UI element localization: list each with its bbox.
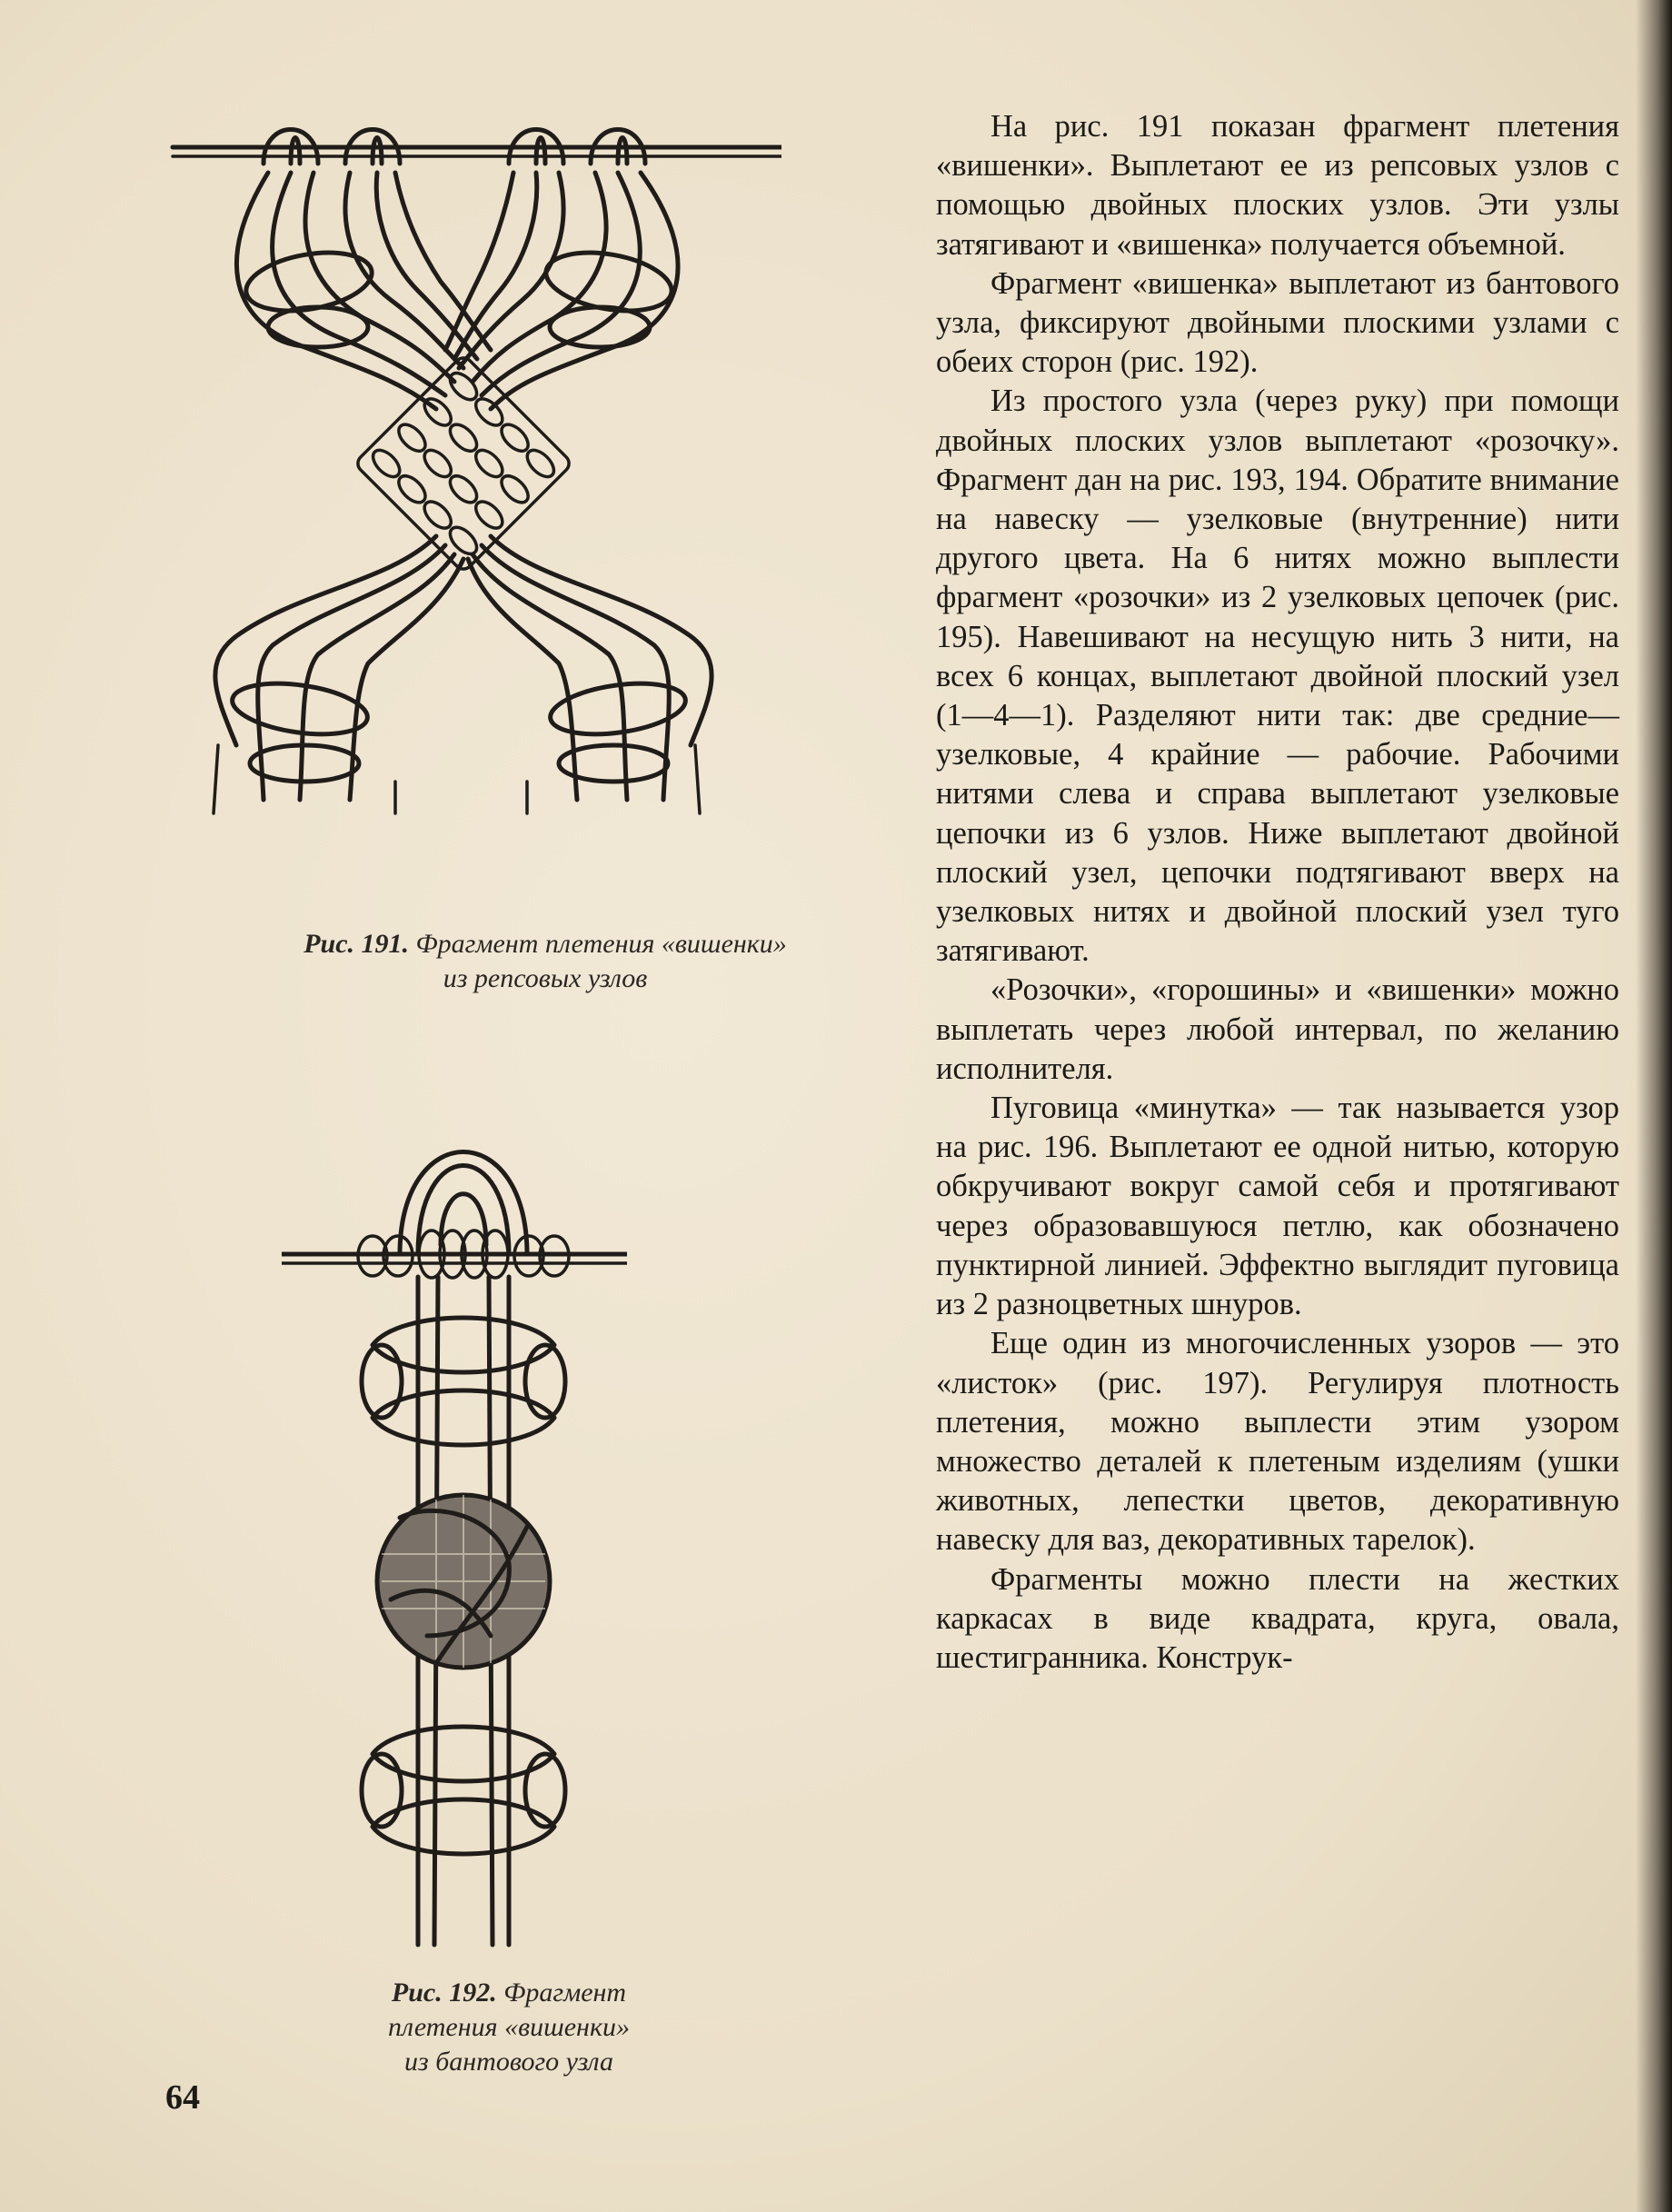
- binding-shadow: [1636, 0, 1672, 2212]
- paragraph: Еще один из многочисленных узоров — это «листок» (рис. 197). Регулируя плотность плетения, можно выплести этим узором множество деталей к плетеным изделиям (ушки животных, лепестки цветов, декоративную навеску для ваз, декоративных тарелок).: [936, 1326, 1619, 1558]
- paragraph: Фрагмент «вишенка» выплетают из бантового узла, фиксируют двойными плоскими узлами с обеих сторон (рис. 192).: [936, 265, 1619, 380]
- paragraph: На рис. 191 показан фрагмент плетения «вишенки». Выплетают ее из репсовых узлов с помощью двойных плоских узлов. Эти узлы затягивают и «вишенка» получается объемной.: [936, 109, 1619, 262]
- figure-191-label: Рис. 191.: [304, 929, 410, 959]
- figure-192-caption-line1: Фрагмент: [503, 1978, 627, 2008]
- paragraph: Из простого узла (через руку) при помощи двойных плоских узлов выплетают «розочку». Фрагмент дан на рис. 193, 194. Обратите внимание на навеску — узелковые (внутренние) нити другого цвета. На 6 нитях можно выплести фрагмент «розочки» из 2 узелковых цепочек (рис. 195). Навешивают на несущую нить 3 нити, на всех 6 концах, выплетают двойной плоский узел (1—4—1). Разделяют нити так: две средние— узелковые, 4 крайние — рабочие. Рабочими нитями слева и справа выплетают узелковые цепочки из 6 узлов. Ниже выплетают двойной плоский узел, цепочки подтягивают вверх на узелковых нитях и двойной плоский узел туго затягивают.: [936, 384, 1619, 969]
- figure-192-label: Рис. 192.: [391, 1978, 497, 2008]
- figure-192-caption-line2: плетения «вишенки»: [388, 2012, 630, 2042]
- macrame-cherry-repp-knots-icon: [164, 109, 781, 818]
- macrame-cherry-bow-knot-icon: [282, 1127, 627, 1954]
- figure-191-illustration: [164, 109, 781, 818]
- figure-192-caption-line3: из бантового узла: [404, 2047, 613, 2077]
- page-number: 64: [165, 2078, 200, 2117]
- figure-191-caption-line2: из репсовых узлов: [443, 963, 648, 993]
- figure-191-caption: [200, 927, 891, 996]
- paragraph: Пуговица «минутка» — так называется узор на рис. 196. Выплетают ее одной нитью, которую обкручивают вокруг самой себя и протягивают через образовавшуюся петлю, как обозначено пунктирной линией. Эффектно выглядит пуговица из 2 разноцветных шнуров.: [936, 1091, 1619, 1322]
- figure-191-caption-line1: Фрагмент плетения «вишенки»: [415, 929, 787, 959]
- paragraph: Фрагменты можно плести на жестких каркасах в виде квадрата, круга, овала, шестигранника. Конструк-: [936, 1561, 1619, 1675]
- paragraph: «Розочки», «горошины» и «вишенки» можно выплетать через любой интервал, по желанию исполнителя.: [936, 972, 1619, 1086]
- body-text-column: [936, 107, 1619, 1678]
- figure-192-illustration: [282, 1127, 627, 1954]
- figure-192-caption: [300, 1976, 718, 2079]
